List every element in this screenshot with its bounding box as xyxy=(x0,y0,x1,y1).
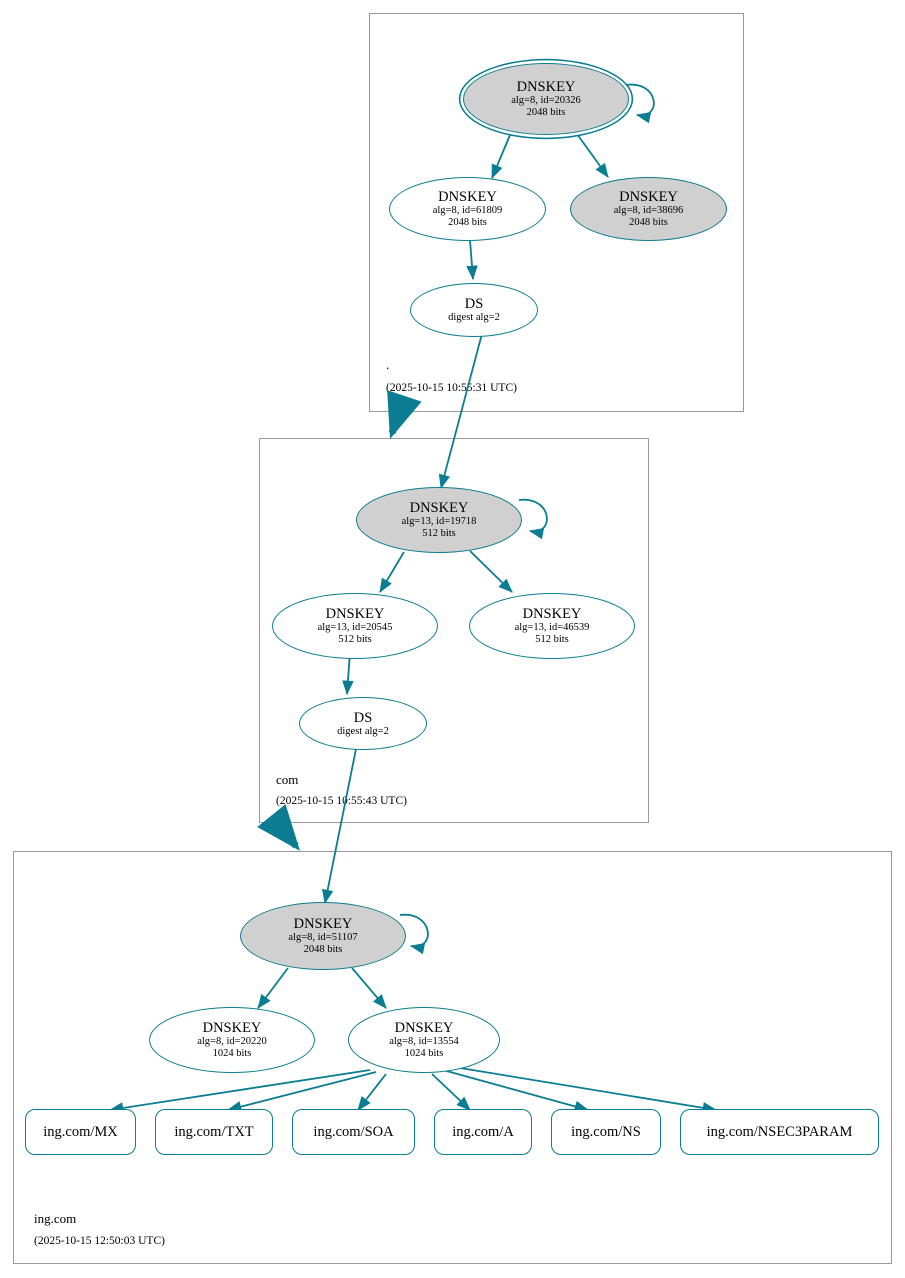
rrset-label: ing.com/NS xyxy=(571,1123,641,1140)
node-subtitle: alg=8, id=13554 xyxy=(389,1036,459,1048)
node-com-dnskey-19718[interactable] xyxy=(356,487,522,553)
node-title: DNSKEY xyxy=(394,1020,454,1037)
zone-label-com: com xyxy=(276,772,299,787)
rrset-ing-com-ns[interactable] xyxy=(551,1109,661,1155)
node-subtitle: alg=13, id=19718 xyxy=(401,516,477,528)
node-ing-dnskey-13554[interactable] xyxy=(348,1007,500,1073)
node-subtitle: digest alg=2 xyxy=(337,725,389,737)
zone-label-root: . xyxy=(386,357,390,372)
node-keysize: 2048 bits xyxy=(629,217,668,229)
zone-timestamp-root: (2025-10-15 10:55:31 UTC) xyxy=(386,382,517,394)
node-keysize: 2048 bits xyxy=(526,107,566,119)
rrset-ing-com-nsec3param[interactable] xyxy=(680,1109,879,1155)
node-keysize: 2048 bits xyxy=(448,217,487,229)
node-title: DNSKEY xyxy=(325,606,385,623)
node-keysize: 512 bits xyxy=(338,634,372,646)
node-title: DS xyxy=(353,709,373,726)
node-root-ds[interactable] xyxy=(410,283,538,337)
node-title: DNSKEY xyxy=(409,500,469,517)
edge-zone-com-to-ingcom xyxy=(275,820,296,846)
node-keysize: 512 bits xyxy=(535,634,569,646)
node-com-ds[interactable] xyxy=(299,697,427,750)
node-title: DNSKEY xyxy=(522,606,582,623)
node-com-dnskey-46539[interactable] xyxy=(469,593,635,659)
node-title: DNSKEY xyxy=(438,189,497,206)
node-ing-dnskey-51107[interactable] xyxy=(240,902,406,970)
node-title: DS xyxy=(464,296,484,312)
rrset-label: ing.com/TXT xyxy=(174,1123,254,1140)
node-root-dnskey-38696[interactable] xyxy=(570,177,727,241)
node-title: DNSKEY xyxy=(516,79,576,96)
node-root-dnskey-20326[interactable] xyxy=(463,63,629,135)
rrset-ing-com-txt[interactable] xyxy=(155,1109,273,1155)
zone-label-ingcom: ing.com xyxy=(34,1211,77,1226)
zone-timestamp-com: (2025-10-15 10:55:43 UTC) xyxy=(276,795,407,807)
node-subtitle: alg=13, id=20545 xyxy=(317,622,393,634)
node-root-dnskey-61809[interactable] xyxy=(389,177,546,241)
zone-timestamp-ingcom: (2025-10-15 12:50:03 UTC) xyxy=(34,1235,165,1247)
node-title: DNSKEY xyxy=(293,916,353,933)
node-subtitle: alg=8, id=38696 xyxy=(613,205,684,217)
rrset-ing-com-mx[interactable] xyxy=(25,1109,136,1155)
rrset-label: ing.com/SOA xyxy=(313,1123,394,1140)
node-title: DNSKEY xyxy=(202,1020,262,1037)
node-title: DNSKEY xyxy=(619,189,678,206)
rrset-label: ing.com/A xyxy=(452,1123,514,1140)
node-ing-dnskey-20220[interactable] xyxy=(149,1007,315,1073)
rrset-ing-com-soa[interactable] xyxy=(292,1109,415,1155)
node-subtitle: digest alg=2 xyxy=(448,312,500,324)
rrset-label: ing.com/NSEC3PARAM xyxy=(706,1123,853,1140)
rrset-label: ing.com/MX xyxy=(43,1123,118,1140)
node-keysize: 2048 bits xyxy=(303,944,343,956)
node-com-dnskey-20545[interactable] xyxy=(272,593,438,659)
node-subtitle: alg=8, id=20326 xyxy=(511,95,581,107)
node-subtitle: alg=8, id=51107 xyxy=(288,932,358,944)
edge-zone-root-to-com xyxy=(392,412,399,433)
node-keysize: 1024 bits xyxy=(212,1048,252,1060)
node-keysize: 512 bits xyxy=(422,528,456,540)
node-keysize: 1024 bits xyxy=(404,1048,444,1060)
node-subtitle: alg=8, id=61809 xyxy=(432,205,503,217)
node-subtitle: alg=8, id=20220 xyxy=(197,1036,267,1048)
rrset-ing-com-a[interactable] xyxy=(434,1109,532,1155)
node-subtitle: alg=13, id=46539 xyxy=(514,622,590,634)
